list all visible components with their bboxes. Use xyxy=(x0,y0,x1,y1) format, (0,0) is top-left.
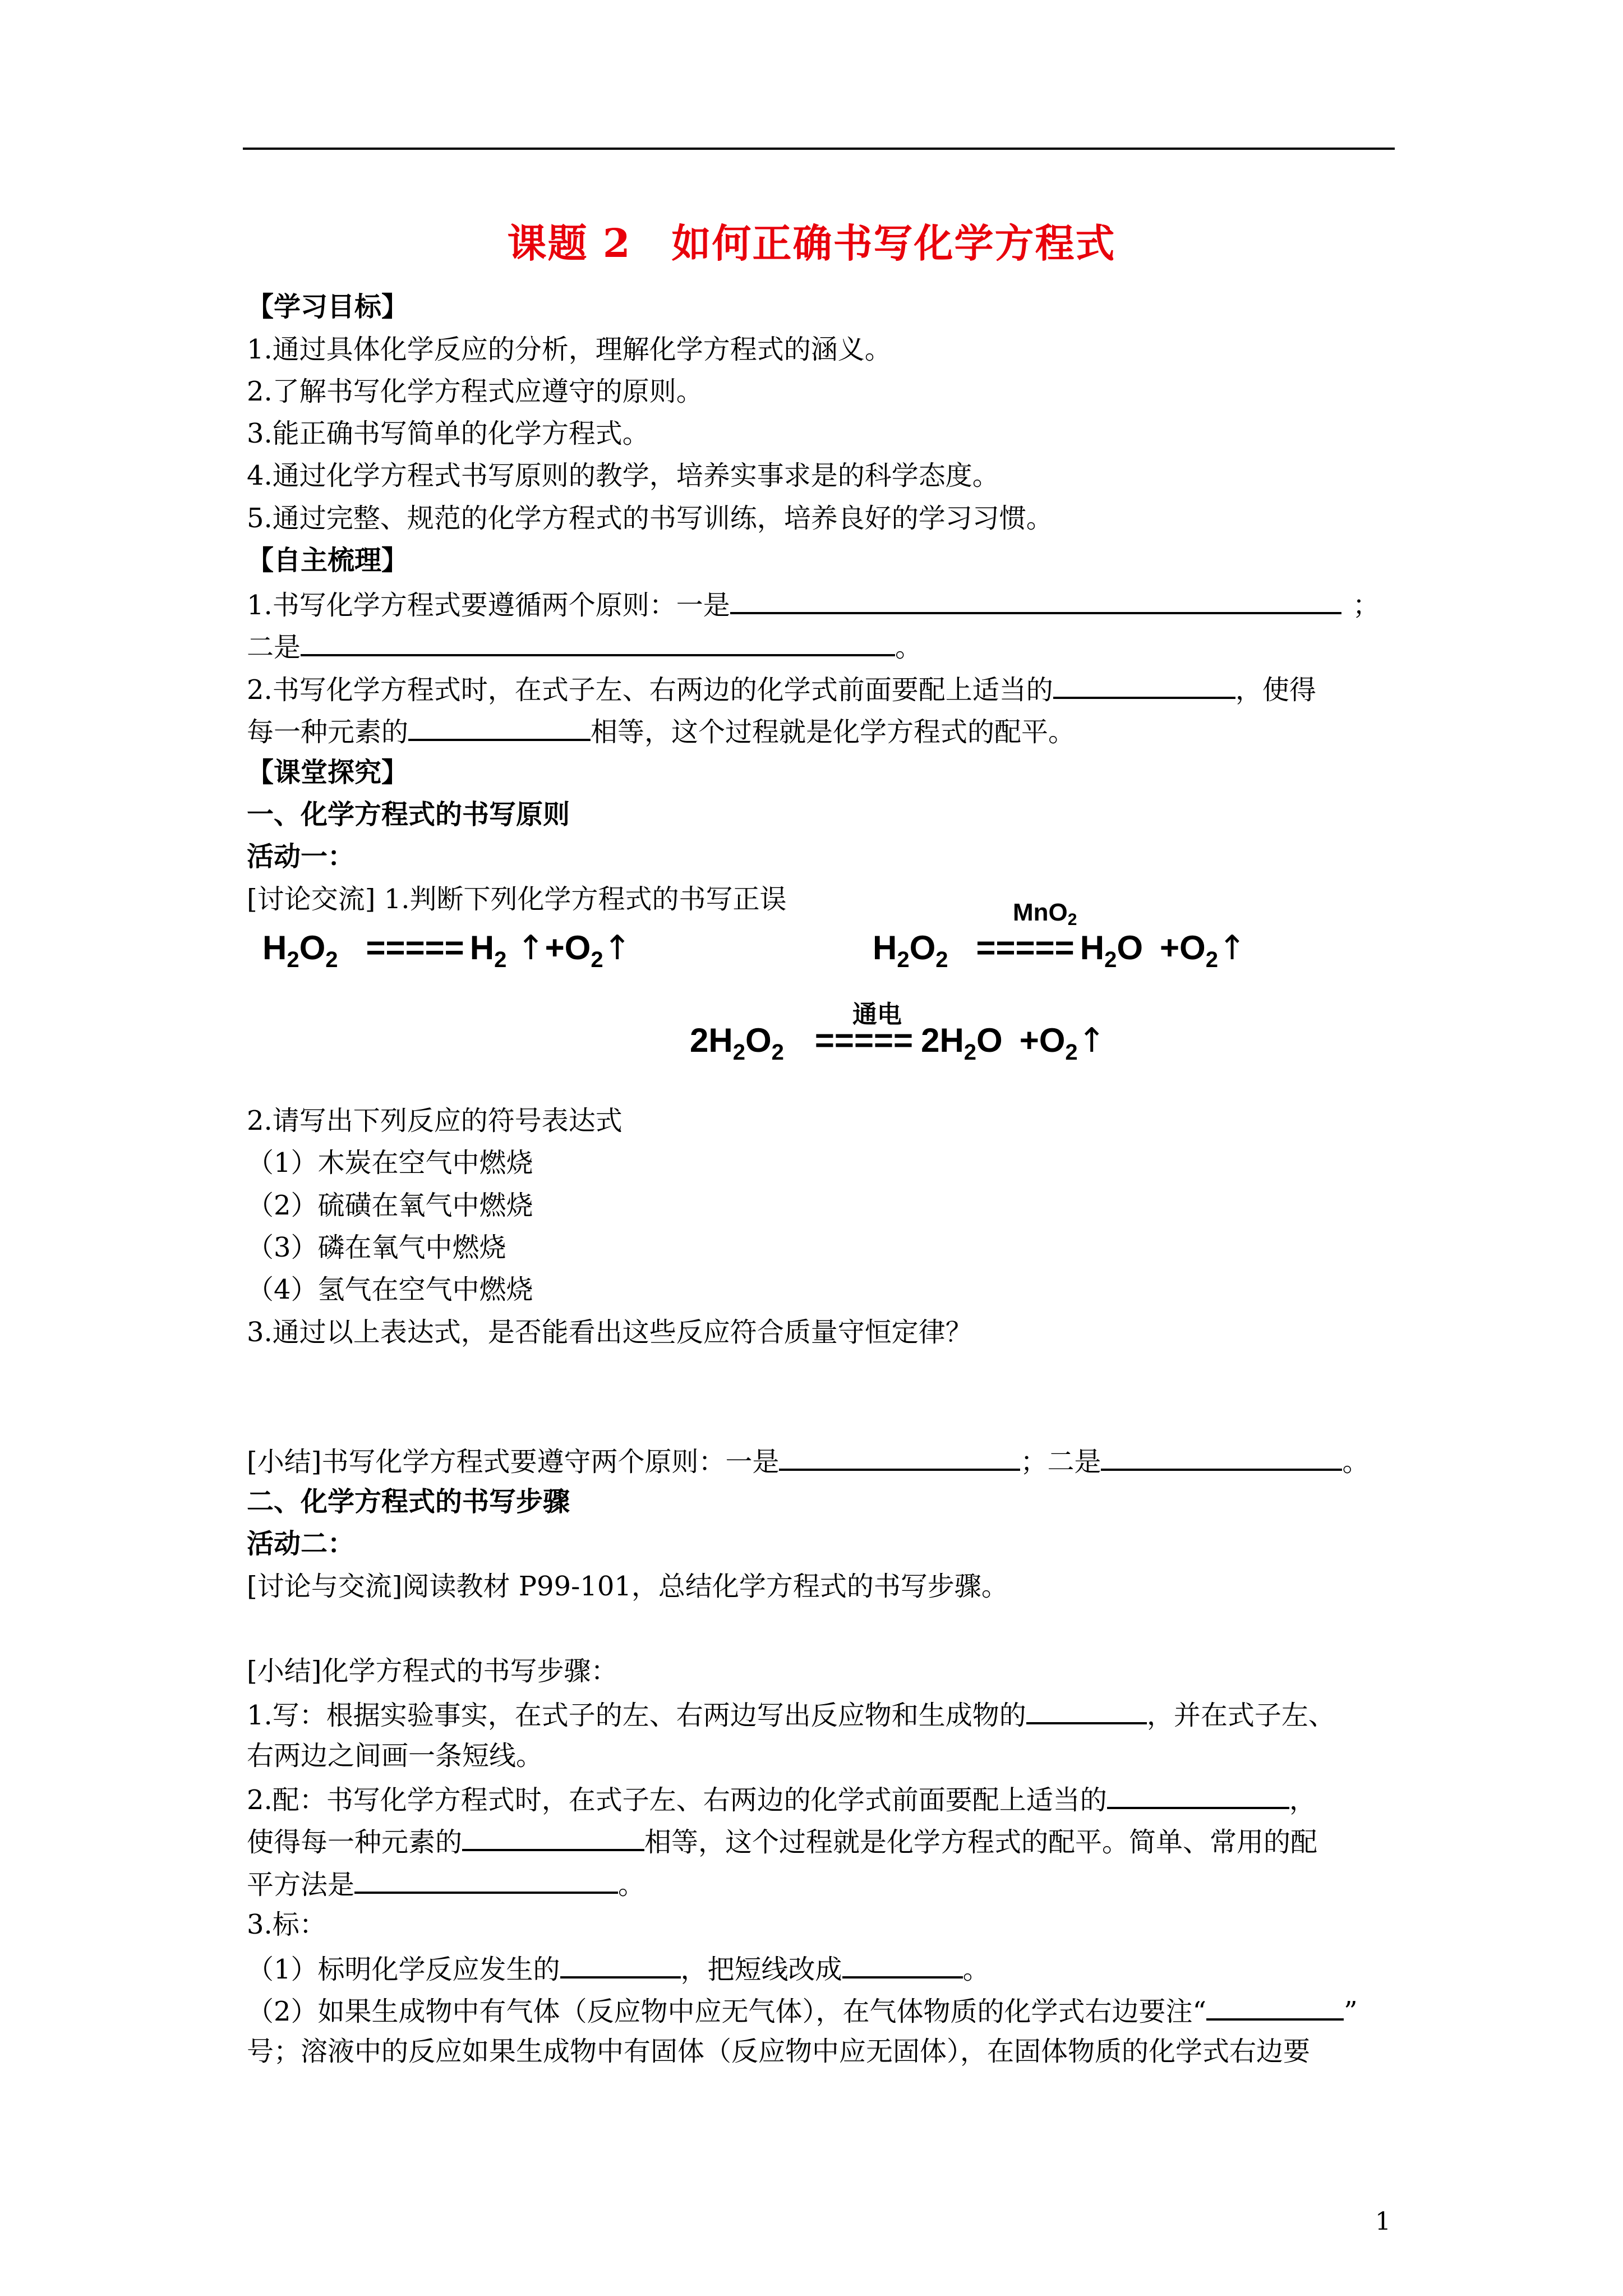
step-3-item-1: （1）标明化学反应发生的 ，把短线改成 。 xyxy=(247,1950,990,1986)
review-q2b-end: 相等，这个过程就是化学方程式的配平。 xyxy=(591,716,1076,748)
review-q1-text: 1.书写化学方程式要遵循两个原则：一是 xyxy=(247,590,730,621)
answer-blank[interactable] xyxy=(730,586,1341,614)
review-heading: 【自主梳理】 xyxy=(247,545,409,576)
step-3-item-2-line2: 号；溶液中的反应如果生成物中有固体（反应物中应无固体），在固体物质的化学式右边要 xyxy=(247,2036,1311,2067)
objective-item: 2.了解书写化学方程式应遵守的原则。 xyxy=(247,376,703,407)
answer-blank[interactable] xyxy=(1026,1696,1147,1724)
reaction-item: （3）磷在氧气中燃烧 xyxy=(247,1232,506,1263)
summary-2: [小结]化学方程式的书写步骤： xyxy=(247,1655,618,1687)
review-q2-text: 2.书写化学方程式时，在式子左、右两边的化学式前面要配上适当的 xyxy=(247,674,1053,706)
objective-item: 5.通过完整、规范的化学方程式的书写训练，培养良好的学习习惯。 xyxy=(247,503,1053,534)
review-q1-end: ； xyxy=(1352,590,1380,621)
page-title: 课题 2 如何正确书写化学方程式 xyxy=(507,220,1116,266)
explore-heading: 【课堂探究】 xyxy=(247,757,409,788)
answer-blank[interactable] xyxy=(560,1950,681,1978)
activity-1-label: 活动一： xyxy=(247,841,355,872)
step-2-line3: 平方法是 。 xyxy=(247,1866,645,1902)
step-1-line1: 1.写：根据实验事实，在式子的左、右两边写出反应物和生成物的 ，并在式子左、 xyxy=(247,1696,1335,1732)
answer-blank[interactable] xyxy=(1053,671,1235,699)
objectives-heading: 【学习目标】 xyxy=(247,291,409,323)
answer-blank[interactable] xyxy=(301,628,895,656)
objective-item: 3.能正确书写简单的化学方程式。 xyxy=(247,418,649,449)
objective-item: 1.通过具体化学反应的分析，理解化学方程式的涵义。 xyxy=(247,334,892,365)
section-2-heading: 二、化学方程式的书写步骤 xyxy=(247,1486,570,1517)
review-q2-end: ，使得 xyxy=(1235,674,1316,706)
review-q1-line1 xyxy=(247,586,1380,622)
answer-blank[interactable] xyxy=(779,1443,1020,1471)
review-q2-line1 xyxy=(247,671,1316,707)
discussion-2: [讨论与交流]阅读教材 P99-101，总结化学方程式的书写步骤。 xyxy=(247,1571,1008,1602)
reaction-item: （1）木炭在空气中燃烧 xyxy=(247,1147,533,1179)
review-q2b-text: 每一种元素的 xyxy=(247,716,409,748)
header-rule xyxy=(243,148,1395,150)
review-q2-line2 xyxy=(247,713,1075,749)
review-q1-line2 xyxy=(247,628,922,664)
step-1-line2: 右两边之间画一条短线。 xyxy=(247,1740,543,1772)
reaction-item: （4）氢气在空气中燃烧 xyxy=(247,1274,533,1305)
question-2: 2.请写出下列反应的符号表达式 xyxy=(247,1105,623,1137)
review-q1b-end: 。 xyxy=(895,632,923,663)
equation-2: $H_2O_2$ ===== $H_2O$ $+O_2↑$ xyxy=(873,928,1247,972)
equation-3: $2H_2O_2$ ===== $2H_2O$ $+O_2↑$ xyxy=(690,1021,1106,1065)
step-2-line1: 2.配：书写化学方程式时，在式子左、右两边的化学式前面要配上适当的 ， xyxy=(247,1781,1316,1817)
answer-blank[interactable] xyxy=(354,1866,618,1894)
step-3-label: 3.标： xyxy=(247,1909,326,1940)
equation-2-condition: MnO$_2$ xyxy=(1013,899,1077,929)
answer-blank[interactable] xyxy=(842,1950,963,1978)
page-number: 1 xyxy=(1375,2207,1391,2236)
reaction-item: （2）硫磺在氧气中燃烧 xyxy=(247,1190,533,1221)
question-3: 3.通过以上表达式，是否能看出这些反应符合质量守恒定律？ xyxy=(247,1317,972,1348)
step-2-line2: 使得每一种元素的 相等，这个过程就是化学方程式的配平。简单、常用的配 xyxy=(247,1823,1317,1859)
section-1-heading: 一、化学方程式的书写原则 xyxy=(247,799,570,830)
activity-2-label: 活动二： xyxy=(247,1528,355,1559)
answer-blank[interactable] xyxy=(1206,1993,1344,2021)
answer-blank[interactable] xyxy=(462,1823,644,1851)
equation-3-condition: 通电 xyxy=(852,1000,902,1029)
answer-blank[interactable] xyxy=(1101,1443,1342,1471)
objective-item: 4.通过化学方程式书写原则的教学，培养实事求是的科学态度。 xyxy=(247,460,999,491)
step-3-item-2-line1: （2）如果生成物中有气体（反应物中应无气体），在气体物质的化学式右边要注“ ” xyxy=(247,1993,1358,2028)
review-q1b-text: 二是 xyxy=(247,632,301,663)
summary-1: [小结]书写化学方程式要遵守两个原则：一是 ；二是 。 xyxy=(247,1443,1370,1479)
answer-blank[interactable] xyxy=(408,713,591,741)
discussion-1: [讨论交流] 1.判断下列化学方程式的书写正误 xyxy=(247,884,787,915)
answer-blank[interactable] xyxy=(1107,1781,1289,1809)
equation-1: $H_2O_2$ ===== $H_2$ $↑+O_2↑$ xyxy=(262,928,631,972)
